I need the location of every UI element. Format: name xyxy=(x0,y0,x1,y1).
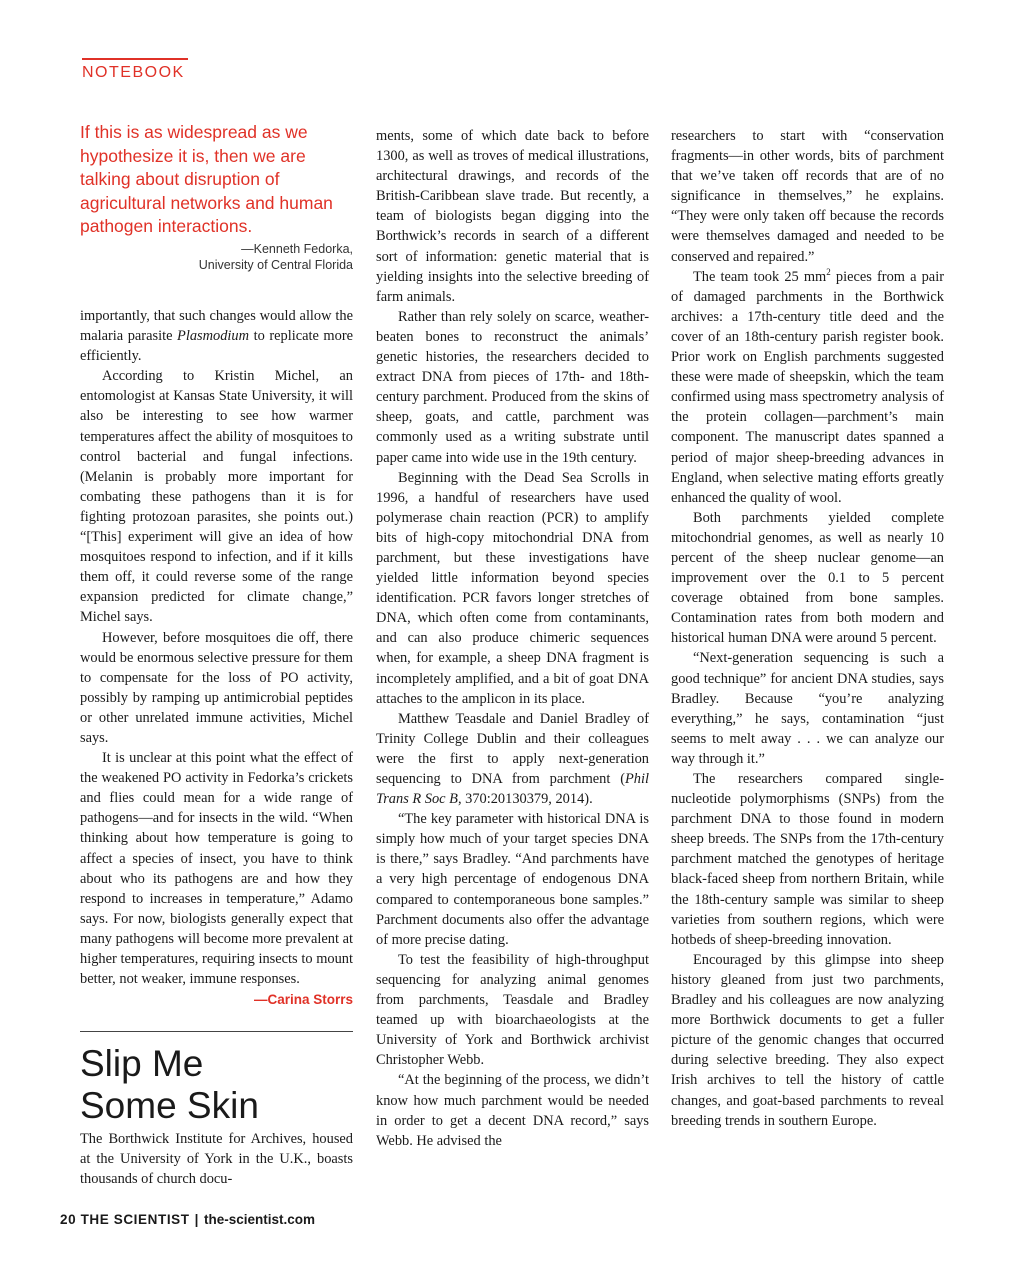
section-rule xyxy=(82,58,188,60)
headline-line-2: Some Skin xyxy=(80,1085,259,1126)
headline-line-1: Slip Me xyxy=(80,1043,204,1084)
article1-paragraph-2: According to Kristin Michel, an entomologist at Kansas State University, it will also be interesting to see how warmer temperatures affect the ability of mosquitoes to control bacterial and fungal infections. (Melanin is probably more important for combating these pathogens than it is for fighting protozoan parasites, she points out.) “[This] experiment will give an idea of how mosquitoes respond to infection, and if it kills them off, it could reverse some of the range expansion predicted for climate change,” Michel says. xyxy=(80,368,353,626)
article1-author: —Carina Storrs xyxy=(253,992,353,1008)
article2-intro-part1: The Borthwick Institute for Archives, housed at the University of York in the U.K., boasts thousands of church docu- xyxy=(80,1131,353,1188)
article-divider xyxy=(80,1031,353,1032)
footer-separator: | xyxy=(194,1212,200,1227)
footer-page: 20 THE SCIENTIST xyxy=(60,1212,190,1227)
page-footer xyxy=(60,1212,315,1227)
article2-paragraph-9: Both parchments yielded complete mitochondrial genomes, as well as nearly 10 percent of the sheep nuclear genome—an improvement over the 0.1 to 5 percent coverage obtained from bone samples. Contamination rates from both modern and historical human DNA were around 5 percent. xyxy=(671,509,944,647)
article2-paragraph-12: Encouraged by this glimpse into sheep history gleaned from just two parchments, Bradley and his colleagues are now analyzing more Borthwick documents to get a fuller picture of the genomic changes that occurred during selective breeding. They also expect Irish archives to tell the history of cattle changes, and goat-based parchments to reveal breeding trends in southern Europe. xyxy=(671,951,944,1129)
article1-column xyxy=(80,306,353,1010)
pull-quote: If this is as widespread as we hypothesize it is, then we are talking about disruption of agricultural networks and human pathogen interactions. xyxy=(80,122,333,236)
article2-column-3 xyxy=(671,126,944,1131)
article2-paragraph-10: “Next-generation sequencing is such a good technique” for ancient DNA studies, says Bradley. Because “you’re analyzing everything,” he says, contamination “just seems to melt away . . . we can analyze our way through it.” xyxy=(671,650,944,767)
article2-paragraph-7-part2: researchers to start with “conservation fragments—in other words, bits of parchment that we’ve taken off records that are of no significance in themselves,” he explains. “They were only taken off because the records were themselves damaged and needed to be conserved and repaired.” xyxy=(671,128,944,265)
article2-intro-part2: ments, some of which date back to before 1300, as well as troves of medical illustrations, architectural drawings, and records of the British-Caribbean slave trade. But recently, a team of biologists began digging into the Borthwick’s records in search of a different sort of information: genetic material that is yielding insights into the selective breeding of farm animals. xyxy=(376,128,649,305)
article2-intro-start xyxy=(80,1129,353,1189)
article2-column-2 xyxy=(376,126,649,1151)
article2-paragraph-3: Beginning with the Dead Sea Scrolls in 1996, a handful of researchers have used polymerase chain reaction (PCR) to amplify bits of high-copy mitochondrial DNA from parchment, but these investigations have yielded little information beyond species identification. PCR favors longer stretches of DNA, which often come from contaminants, and can also produce chimeric sequences when, for example, a sheep DNA fragment is incompletely amplified, and a bit of goat DNA attaches to the amplicon in its place. xyxy=(376,469,649,707)
article2-paragraph-6: To test the feasibility of high-throughput sequencing for analyzing animal genomes from parchments, Teasdale and Bradley teamed up with bioarchaeologists at the University of York and Borthwick archivist Christopher Webb. xyxy=(376,951,649,1069)
pull-quote-affiliation: University of Central Florida xyxy=(198,258,353,272)
article1-paragraph-1: importantly, that such changes would allow the malaria parasite Plasmodium to replicate more efficiently. xyxy=(80,308,353,365)
article1-paragraph-4: It is unclear at this point what the effect of the weakened PO activity in Fedorka’s crickets and flies could mean for a wide range of pathogens—and for insects in the wild. “When thinking about how temperature is going to affect a species of insect, you have to think about who its pathogens are and how they respond to increases in temperature,” Adamo says. For now, biologists generally expect that many pathogens will become more prevalent at higher temperatures, requiring insects to mount better, not weaker, immune responses. xyxy=(80,750,353,988)
pull-quote-name: —Kenneth Fedorka, xyxy=(241,242,353,256)
pull-quote-attribution xyxy=(80,241,353,273)
section-label: NOTEBOOK xyxy=(82,64,185,81)
article2-paragraph-4: Matthew Teasdale and Daniel Bradley of Trinity College Dublin and their colleagues were the first to apply next-generation sequencing to DNA from parchment (Phil Trans R Soc B, 370:20130379, 2014). xyxy=(376,710,649,808)
article2-headline xyxy=(80,1043,360,1127)
article2-paragraph-7-part1: “At the beginning of the process, we didn’t know how much parchment would be needed in order to get a decent DNA record,” says Webb. He advised the xyxy=(376,1072,649,1149)
article1-paragraph-3: However, before mosquitoes die off, there would be enormous selective pressure for them to compensate for the loss of PO activity, possibly by ramping up antimicrobial peptides or other unrelated immune activities, Michel says. xyxy=(80,629,353,746)
footer-site-link[interactable]: the-scientist.com xyxy=(204,1212,316,1227)
article2-paragraph-11: The researchers compared single-nucleotide polymorphisms (SNPs) from the parchment DNA to those found in modern sheep breeds. The SNPs from the 17th-century parchment matched the genotypes of heritage black-faced sheep from northern Britain, while the 18th-century sample was similar to sheep varieties from southern regions, which were hotbeds of sheep-breeding innovation. xyxy=(671,771,944,948)
article2-paragraph-8: The team took 25 $mm^2$ pieces from a pair of damaged parchments in the Borthwick archives: a 17th-century title deed and the cover of an 18th-century parish register book. Prior work on English parchments suggested these were made of sheepskin, which the team confirmed using mass spectrometry analysis of the protein collagen—parchment’s main component. The manuscript dates spanned a period of major sheep-breeding advances in England, when selective mating efforts greatly enhanced the quality of wool. xyxy=(671,266,944,506)
article2-paragraph-5: “The key parameter with historical DNA is simply how much of your target species DNA is there,” says Bradley. “And parchments have a very high percentage of endogenous DNA compared to contemporaneous bone samples.” Parchment documents also offer the advantage of more precise dating. xyxy=(376,811,649,948)
article2-paragraph-2: Rather than rely solely on scarce, weather-beaten bones to reconstruct the animals’ genetic histories, the researchers decided to extract DNA from pieces of 17th- and 18th-century parchment. Produced from the skins of sheep, goats, and cattle, parchment was commonly used as a writing substrate until paper came into wide use in the 19th century. xyxy=(376,308,649,466)
